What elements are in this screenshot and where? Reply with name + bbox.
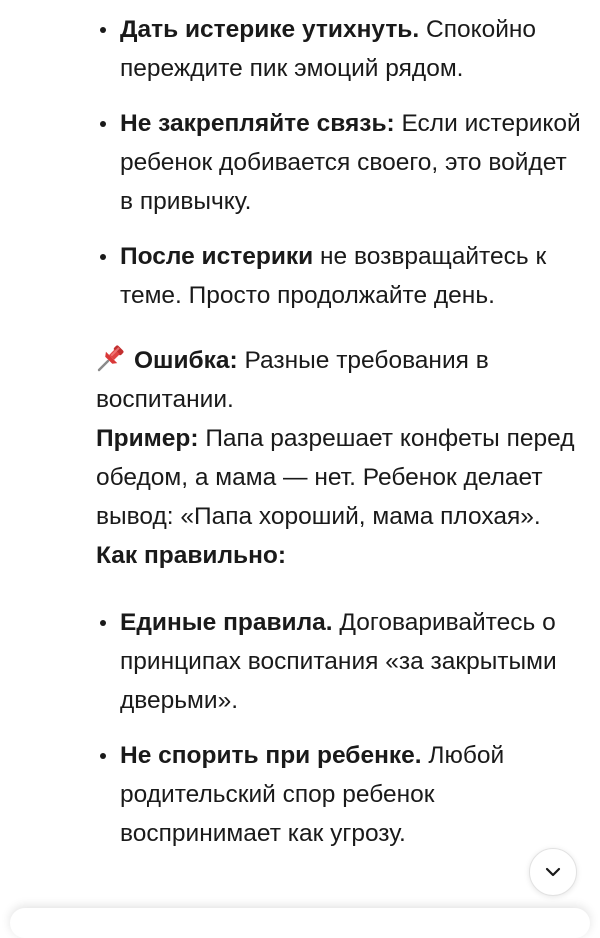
item-text: Любой родительский спор ребенок воспринимает как угрозу.: [120, 742, 505, 847]
bullet-list-top: [0, 10, 600, 315]
bullet-list-bottom: [0, 603, 600, 853]
item-strong: Дать истерике утихнуть.: [120, 16, 420, 43]
item-strong: После истерики: [120, 243, 314, 270]
bullet-dot: [100, 620, 106, 626]
bullet-dot: [100, 121, 106, 127]
list-item: [0, 104, 600, 221]
item-strong: Не спорить при ребенке.: [120, 742, 422, 769]
list-item: [0, 603, 600, 720]
example-paragraph: [0, 419, 600, 536]
error-paragraph: [0, 341, 600, 419]
chevron-down-icon: [542, 861, 564, 883]
error-label: Ошибка:: [134, 347, 238, 374]
example-text: Папа разрешает конфеты перед обедом, а мама — нет. Ребенок делает вывод: «Папа хороший, мама плохая».: [96, 425, 575, 530]
item-strong: Не закрепляйте связь:: [120, 110, 395, 137]
item-text: Договаривайтесь о принципах воспитания «за закрытыми дверьми».: [120, 609, 557, 714]
list-item: [0, 736, 600, 853]
list-item: [0, 237, 600, 315]
item-strong: Единые правила.: [120, 609, 333, 636]
list-item: [0, 10, 600, 88]
item-text: Если истерикой ребенок добивается своего, это войдет в привычку.: [120, 110, 581, 215]
bullet-dot: [100, 753, 106, 759]
pushpin-icon: [96, 343, 126, 373]
bullet-dot: [100, 27, 106, 33]
composer-bar-edge: [10, 908, 590, 938]
how-label: Как правильно:: [96, 542, 287, 569]
mistake-section: [0, 341, 600, 575]
example-label: Пример:: [96, 425, 199, 452]
item-text: не возвращайтесь к теме. Просто продолжайте день.: [120, 243, 547, 309]
bullet-dot: [100, 254, 106, 260]
scroll-down-button[interactable]: [529, 848, 577, 896]
item-text: Спокойно переждите пик эмоций рядом.: [120, 16, 537, 82]
error-text: Разные требования в воспитании.: [96, 347, 489, 413]
